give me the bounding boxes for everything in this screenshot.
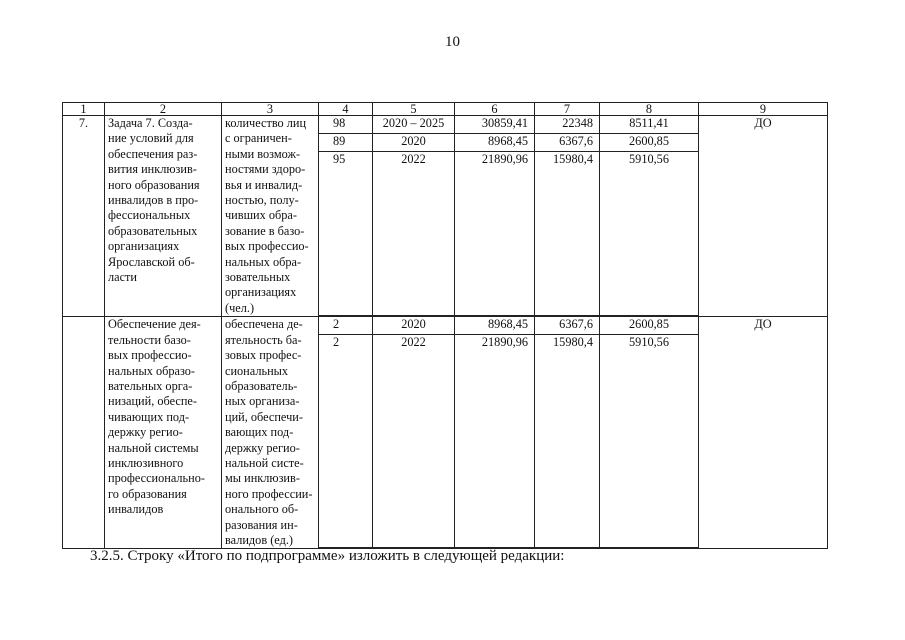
row-number	[63, 317, 105, 549]
spacer-cell	[600, 548, 699, 549]
funding-col7: 6367,6	[535, 134, 600, 152]
measure-indicator: обеспечена де- ятельность ба- зовых профес- сиональных образователь- ных организа- ций, обеспечи- вающих под- держку регио- нальной систе- мы инклюзив- ного профессии- онального об- разования ин- валидов (ед.)	[222, 317, 319, 549]
funding-col8: 8511,41	[600, 116, 699, 134]
indicator-value: 2	[319, 334, 373, 548]
funding-col8: 2600,85	[600, 317, 699, 334]
row-number: 7.	[63, 116, 105, 317]
indicator-value: 89	[319, 134, 373, 152]
period: 2020 – 2025	[373, 116, 455, 134]
funding-col8: 2600,85	[600, 134, 699, 152]
period: 2022	[373, 152, 455, 316]
executor: ДО	[699, 317, 828, 549]
measure-name: Обеспечение дея- тельности базо- вых профессио- нальных образо- вательных орга- низаций, обеспе- чивающих под- держку регио- нальной системы инклюзивного профессионально- го образования инвалидов	[105, 317, 222, 549]
funding-col7: 6367,6	[535, 317, 600, 334]
task-name: Задача 7. Созда- ние условий для обеспечения раз- вития инклюзив- ного образования инвалидов в про- фессиональных образовательных организациях Ярославской об- ласти	[105, 116, 222, 317]
total-funding: 8968,45	[455, 317, 535, 334]
header-cell: 1	[63, 103, 105, 116]
funding-col7: 15980,4	[535, 152, 600, 316]
header-cell: 3	[222, 103, 319, 116]
total-funding: 30859,41	[455, 116, 535, 134]
program-table	[62, 102, 828, 549]
header-cell: 5	[373, 103, 455, 116]
period: 2020	[373, 317, 455, 334]
indicator-value: 95	[319, 152, 373, 316]
period: 2022	[373, 334, 455, 548]
period: 2020	[373, 134, 455, 152]
funding-col7: 22348	[535, 116, 600, 134]
header-cell: 7	[535, 103, 600, 116]
total-funding: 21890,96	[455, 334, 535, 548]
indicator-value: 2	[319, 317, 373, 334]
funding-col8: 5910,56	[600, 152, 699, 316]
header-cell: 6	[455, 103, 535, 116]
indicator-value: 98	[319, 116, 373, 134]
footer-text: 3.2.5. Строку «Итого по подпрограмме» изложить в следующей редакции:	[90, 548, 565, 564]
header-cell: 9	[699, 103, 828, 116]
header-row	[63, 103, 828, 116]
executor: ДО	[699, 116, 828, 317]
page-number: 10	[445, 34, 460, 50]
header-cell: 4	[319, 103, 373, 116]
task-indicator: количество лиц с ограничен- ными возмож- ностями здоро- вья и инвалид- ностью, полу- чивших обра- зование в базо- вых профессио- нальных обра- зовательных организациях (чел.)	[222, 116, 319, 317]
funding-col7: 15980,4	[535, 334, 600, 548]
header-cell: 2	[105, 103, 222, 116]
funding-col8: 5910,56	[600, 334, 699, 548]
header-cell: 8	[600, 103, 699, 116]
total-funding: 21890,96	[455, 152, 535, 316]
total-funding: 8968,45	[455, 134, 535, 152]
table-row	[63, 317, 828, 334]
table-row	[63, 116, 828, 134]
